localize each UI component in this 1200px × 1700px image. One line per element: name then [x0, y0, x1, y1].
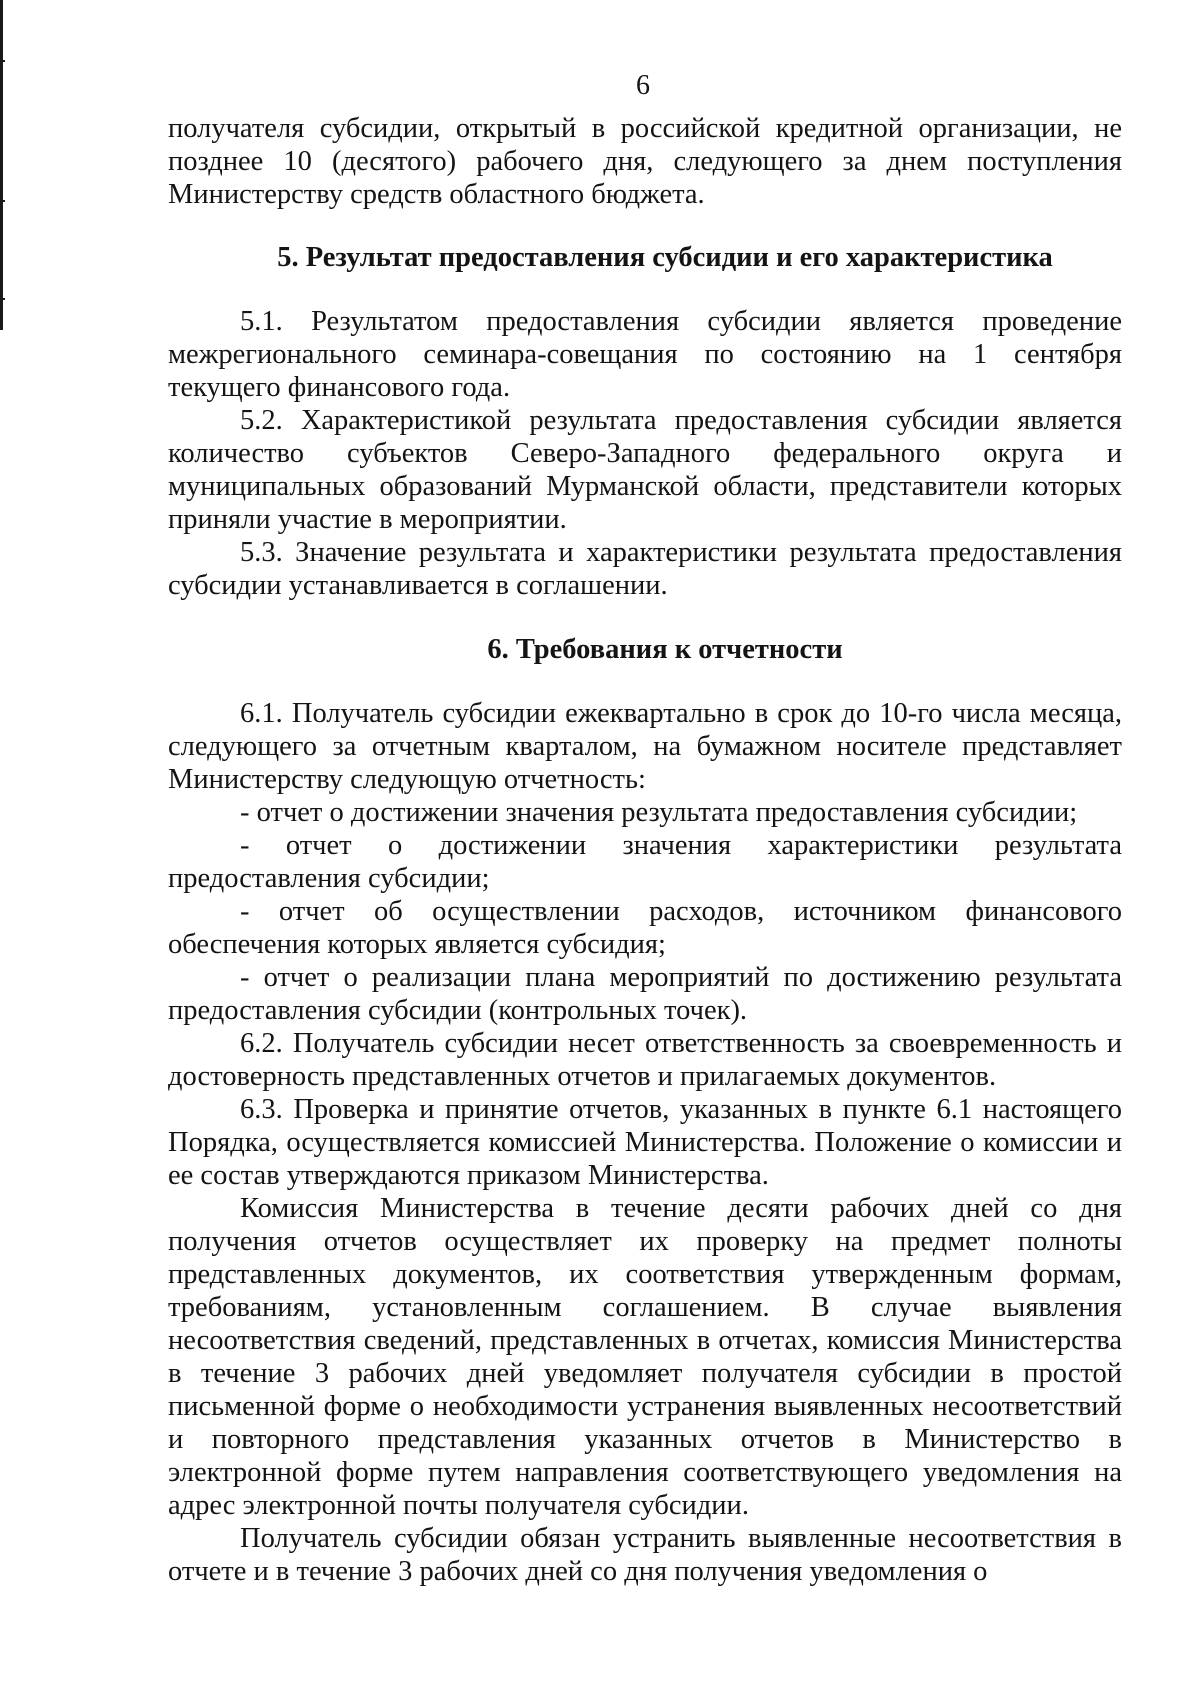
report-list-item: - отчет об осуществлении расходов, источником финансового обеспечения которых является субсидия;	[168, 896, 1122, 960]
report-list-item: - отчет о достижении значения характеристики результата предоставления субсидии;	[168, 830, 1122, 894]
scan-edge-tick	[0, 200, 5, 202]
section-6-heading: 6. Требования к отчетности	[487, 634, 843, 665]
report-list-item: - отчет о реализации плана мероприятий по достижению результата предоставления субсидии (контрольных точек).	[168, 962, 1122, 1026]
paragraph-5-2: 5.2. Характеристикой результата предоставления субсидии является количество субъектов Северо-Западного федерального округа и муниципальных образований Мурманской области, представители которых приняли участие в мероприятии.	[168, 405, 1122, 535]
page-number: 6	[636, 70, 650, 101]
commission-paragraph: Комиссия Министерства в течение десяти рабочих дней со дня получения отчетов осуществляет их проверку на предмет полноты представленных документов, их соответствия утвержденным формам, требованиям, установленным соглашением. В случае выявления несоответствия сведений, представленных в отчетах, комиссия Министерства в течение 3 рабочих дней уведомляет получателя субсидии в простой письменной форме о необходимости устранения выявленных несоответствий и повторного представления указанных отчетов в Министерство в электронной форме путем направления соответствующего уведомления на адрес электронной почты получателя субсидии.	[168, 1193, 1122, 1521]
paragraph-5-1: 5.1. Результатом предоставления субсидии является проведение межрегионального семинара-совещания по состоянию на 1 сентября текущего финансового года.	[168, 306, 1122, 403]
scan-edge-tick	[0, 298, 5, 300]
scan-edge-line	[0, 0, 3, 330]
paragraph-6-3: 6.3. Проверка и принятие отчетов, указанных в пункте 6.1 настоящего Порядка, осуществляется комиссией Министерства. Положение о комиссии и ее состав утверждаются приказом Министерства.	[168, 1094, 1122, 1191]
paragraph-6-1: 6.1. Получатель субсидии ежеквартально в срок до 10-го числа месяца, следующего за отчетным кварталом, на бумажном носителе представляет Министерству следующую отчетность:	[168, 698, 1122, 795]
document-body	[168, 112, 1122, 1588]
report-list-item: - отчет о достижении значения результата предоставления субсидии;	[240, 797, 1078, 828]
paragraph-6-2: 6.2. Получатель субсидии несет ответственность за своевременность и достоверность представленных отчетов и прилагаемых документов.	[168, 1028, 1122, 1092]
paragraph-5-3: 5.3. Значение результата и характеристики результата предоставления субсидии устанавливается в соглашении.	[168, 537, 1122, 601]
scan-edge-tick	[0, 60, 5, 62]
section-5-heading: 5. Результат предоставления субсидии и его характеристика	[277, 242, 1053, 273]
intro-paragraph: получателя субсидии, открытый в российской кредитной организации, не позднее 10 (десятого) рабочего дня, следующего за днем поступления Министерству средств областного бюджета.	[168, 113, 1122, 210]
recipient-obligation-paragraph: Получатель субсидии обязан устранить выявленные несоответствия в отчете и в течение 3 рабочих дней со дня получения уведомления о	[168, 1523, 1122, 1587]
